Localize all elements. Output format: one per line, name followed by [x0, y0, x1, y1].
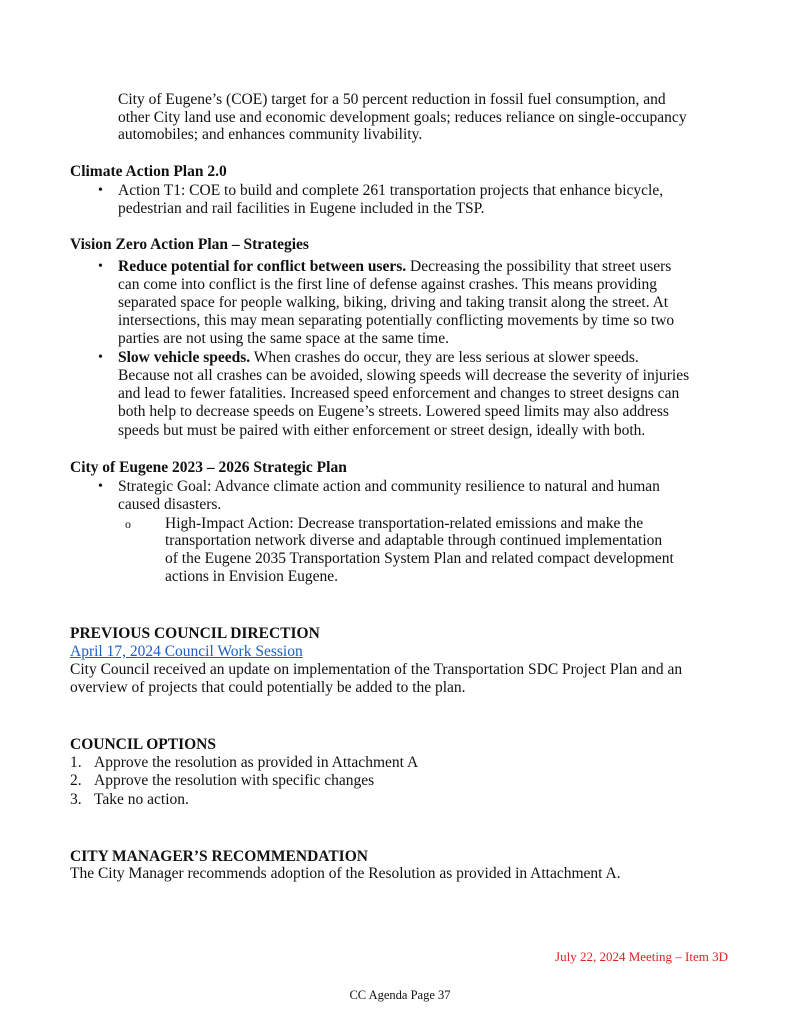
circle-bullet-icon: o [125, 517, 131, 531]
meeting-label: July 22, 2024 Meeting – Item 3D [555, 949, 728, 964]
page-number: CC Agenda Page 37 [349, 988, 451, 1002]
bullet-icon: • [98, 350, 103, 365]
text-line: Action T1: COE to build and complete 261 transportation projects that enhance bicycle, [118, 182, 664, 199]
text-line [118, 349, 639, 367]
text-line: and lead to fewer fatalities. Increased speed enforcement and changes to street designs can [118, 385, 680, 402]
section-heading: CITY MANAGER’S RECOMMENDATION [70, 848, 368, 865]
text-line: transportation network diverse and adaptable through continued implementation [165, 532, 663, 549]
bold-lead: Reduce potential for conflict between users. [118, 258, 407, 275]
bullet-icon: • [98, 183, 103, 198]
text-line: High-Impact Action: Decrease transportation-related emissions and make the [165, 515, 644, 532]
text-line: actions in Envision Eugene. [165, 568, 339, 585]
section-heading: Vision Zero Action Plan – Strategies [70, 236, 309, 253]
option-text: Approve the resolution as provided in Attachment A [94, 754, 419, 771]
text-line [118, 258, 671, 276]
section-heading: City of Eugene 2023 – 2026 Strategic Plan [70, 459, 347, 476]
text-line: parties are not using the same space at the same time. [118, 330, 449, 347]
option-text: Take no action. [94, 791, 189, 808]
bold-lead: Slow vehicle speeds. [118, 349, 251, 366]
option-number: 1. [70, 754, 82, 771]
section-heading: Climate Action Plan 2.0 [70, 163, 227, 180]
text-line: City of Eugene’s (COE) target for a 50 percent reduction in fossil fuel consumption, and [118, 91, 666, 108]
text-span: Decreasing the possibility that street users [406, 258, 672, 275]
text-line: overview of projects that could potentially be added to the plan. [70, 679, 466, 696]
option-text: Approve the resolution with specific changes [94, 772, 375, 789]
text-line: of the Eugene 2035 Transportation System Plan and related compact development [165, 550, 674, 567]
work-session-link[interactable]: April 17, 2024 Council Work Session [70, 643, 303, 660]
text-line: City Council received an update on implementation of the Transportation SDC Project Plan and an [70, 661, 683, 678]
bullet-icon: • [98, 259, 103, 274]
text-line: other City land use and economic development goals; reduces reliance on single-occupancy [118, 109, 687, 126]
section-heading: PREVIOUS COUNCIL DIRECTION [70, 625, 320, 642]
text-line: automobiles; and enhances community livability. [118, 126, 423, 143]
text-line: The City Manager recommends adoption of the Resolution as provided in Attachment A. [70, 865, 621, 882]
text-line: Because not all crashes can be avoided, slowing speeds will decrease the severity of injuries [118, 367, 690, 384]
section-heading: COUNCIL OPTIONS [70, 736, 216, 753]
text-span: When crashes do occur, they are less serious at slower speeds. [250, 349, 639, 366]
option-number: 3. [70, 791, 82, 808]
text-line: separated space for people walking, biking, driving and taking transit along the street. At [118, 294, 669, 311]
text-line: speeds but must be paired with either enforcement or street design, ideally with both. [118, 422, 646, 439]
text-line: Strategic Goal: Advance climate action and community resilience to natural and human [118, 478, 660, 495]
bullet-icon: • [98, 479, 103, 494]
text-line: intersections, this may mean separating potentially conflicting movements by time so two [118, 312, 675, 329]
text-line: caused disasters. [118, 496, 222, 513]
text-line: can come into conflict is the first line of defense against crashes. This means providing [118, 276, 658, 293]
text-line: pedestrian and rail facilities in Eugene included in the TSP. [118, 200, 485, 217]
option-number: 2. [70, 772, 82, 789]
text-line: both help to decrease speeds on Eugene’s streets. Lowered speed limits may also address [118, 403, 669, 420]
